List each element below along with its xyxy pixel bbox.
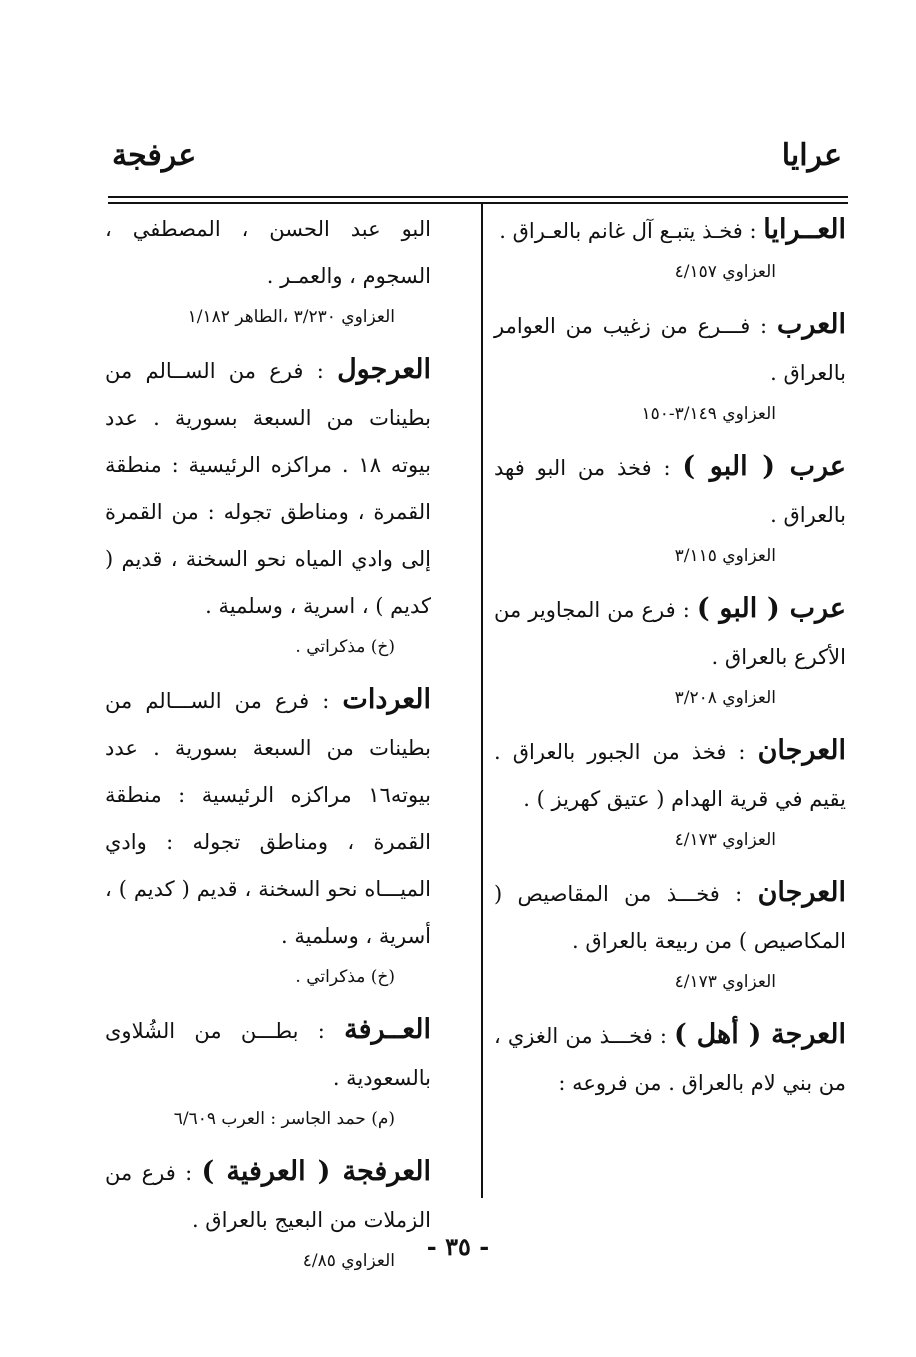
entry-headword: العرب (776, 309, 846, 340)
entry-reference: العزاوي ٤/١٧٣ (674, 972, 776, 992)
entry-headword: عرب ( البو ) (682, 451, 846, 482)
entry-reference: العزاوي ٤/١٥٧ (674, 262, 776, 282)
entry-body (494, 301, 846, 397)
entry-text: : فخـذ يتبـع آل غانم بالعـراق . (499, 219, 757, 243)
running-head-left: عرفجة (112, 138, 197, 173)
entry-body (105, 1148, 431, 1244)
dictionary-entry (105, 676, 431, 994)
entry-reference: (م) حمد الجاسر : العرب ٦/٦٠٩ (173, 1109, 395, 1129)
entry-body (494, 1011, 846, 1107)
entry-headword: العرجة ( أهل ) (674, 1019, 846, 1050)
entry-reference: العزاوي ٣/١٤٩-١٥٠ (641, 404, 776, 424)
entry-body (494, 727, 846, 823)
entry-text: : بطـــن من الشُلاوى بالسعودية . (105, 1019, 431, 1090)
page-number: - ٣٥ - (426, 1232, 490, 1261)
entry-reference: العزاوي ٤/٨٥ (302, 1251, 395, 1271)
entry-text: : فرع من الســالم من بطينات من السبعة بسورية . عدد بيوته ١٨ . مراكزه الرئيسية : منطقة القمرة ، ومناطق تجوله : من القمرة إلى وادي المياه نحو السخنة ، قديم ( كديم ) ، اسرية ، وسلمية . (105, 359, 431, 618)
column-divider (481, 204, 483, 1198)
entry-reference: العزاوي ٣/٢٠٨ (674, 688, 776, 708)
entry-reference: (خ) مذكراتي . (295, 967, 395, 987)
left-column (105, 206, 431, 1290)
entry-text: : فخـــذ من الغزي ، من بني لام بالعراق . من فروعه : (494, 1024, 846, 1095)
dictionary-entry (494, 1011, 846, 1107)
entry-headword: العرجول (337, 354, 431, 385)
entry-body (105, 206, 431, 300)
entry-body (105, 676, 431, 960)
entry-headword: العرجان (757, 735, 846, 766)
entry-text: : فرع من الســـالم من بطينات من السبعة بسورية . عدد بيوته١٦ مراكزه الرئيسية : منطقة القمرة ، ومناطق تجوله : وادي الميـــاه نحو السخنة ، قديم ( كديم ) ، أسرية ، وسلمية . (105, 689, 431, 948)
entry-headword: عرب ( البو ) (696, 593, 846, 624)
dictionary-entry (494, 869, 846, 999)
entry-reference: العزاوي ٣/١١٥ (674, 546, 776, 566)
header-rule-bottom (108, 202, 848, 204)
dictionary-entry (494, 585, 846, 715)
entry-text: : فـــرع من زغيب من العوامر بالعراق . (494, 314, 846, 385)
entry-reference: (خ) مذكراتي . (295, 637, 395, 657)
header-rule-top (108, 196, 848, 198)
entry-body (494, 585, 846, 681)
entry-headword: العرجان (757, 877, 846, 908)
entry-reference: العزاوي ٣/٢٣٠ ،الطاهر ١/١٨٢ (187, 307, 395, 327)
dictionary-entry (494, 206, 846, 289)
dictionary-entry (494, 301, 846, 431)
running-head-right: عرايا (781, 138, 842, 173)
dictionary-entry (105, 206, 431, 334)
dictionary-entry (494, 443, 846, 573)
entry-body (494, 443, 846, 539)
entry-headword: العــرايا (763, 214, 846, 245)
entry-text: البو عبد الحسن ، المصطفي ، السجوم ، والعمـر . (105, 217, 431, 288)
dictionary-entry (105, 346, 431, 664)
entry-headword: العــرفة (344, 1014, 431, 1045)
entry-reference: العزاوي ٤/١٧٣ (674, 830, 776, 850)
entry-text: : فخـــذ من المقاصيص ( المكاصيص ) من ربيعة بالعراق . (494, 882, 846, 953)
entry-text: : فرع من الزملات من البعيج بالعراق . (105, 1161, 431, 1232)
entry-text: : فخذ من البو فهد بالعراق . (494, 456, 846, 527)
dictionary-entry (494, 727, 846, 857)
entry-body (105, 1006, 431, 1102)
entry-body (494, 206, 846, 255)
right-column (494, 206, 846, 1107)
entry-text: : فرع من المجاوير من الأكرع بالعراق . (494, 598, 846, 669)
entry-headword: العرفجة ( العرفية ) (201, 1156, 431, 1187)
entry-headword: العردات (342, 684, 431, 715)
entry-body (105, 346, 431, 630)
dictionary-entry (105, 1006, 431, 1136)
entry-body (494, 869, 846, 965)
entry-text: : فخذ من الجبور بالعراق . يقيم في قرية الهدام ( عتيق كهريز ) . (494, 740, 846, 811)
